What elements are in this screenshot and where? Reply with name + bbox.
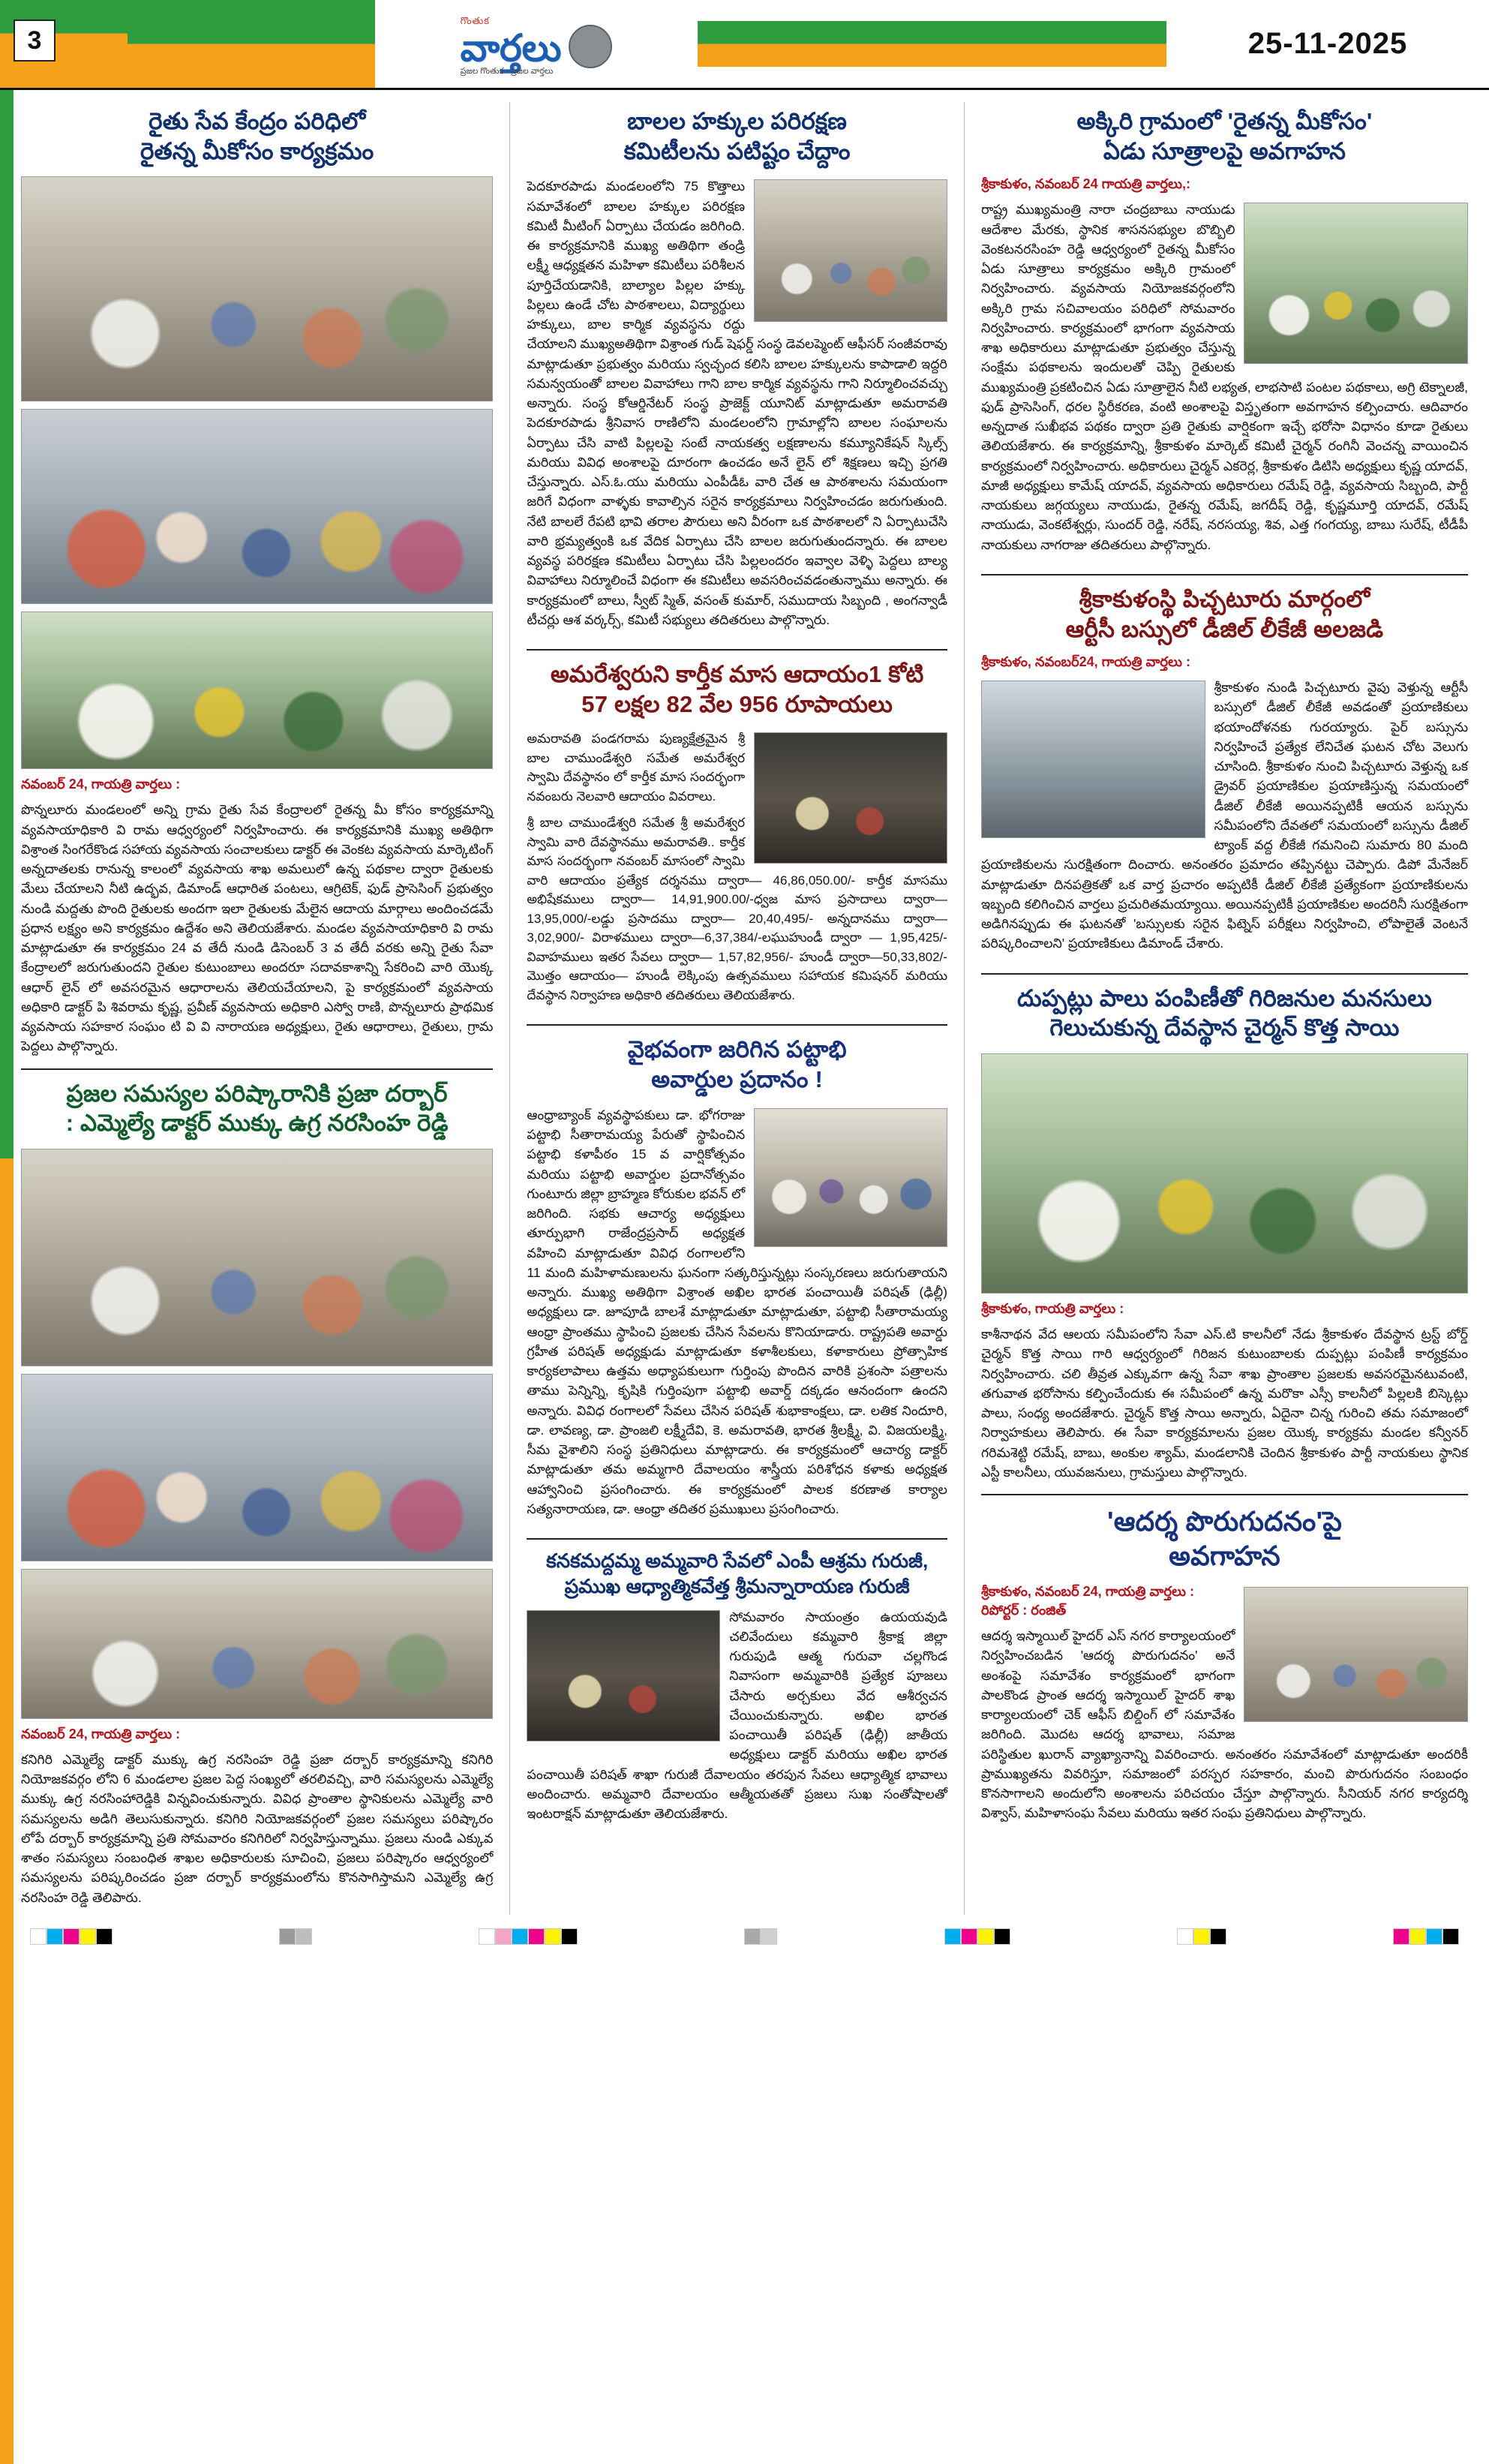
color-swatch bbox=[961, 1928, 977, 1945]
print-registration-bars bbox=[0, 1915, 1489, 1964]
color-bar-group bbox=[30, 1928, 113, 1945]
column-2 bbox=[527, 102, 947, 1915]
headline-line-1: దుప్పట్లు పాలు పంపిణీతో గిరిజనుల మనసులు bbox=[1016, 984, 1432, 1011]
story-photo bbox=[21, 1374, 493, 1561]
color-swatch bbox=[279, 1928, 296, 1945]
story-body: అమరావతి పండగరామ పుణ్యక్షేత్రమైన శ్రీ బాల చాముండేశ్వరి సమేత అమరేశ్వర స్వామి దేవస్థానం లో కార్తీక మాస సందర్భంగా నవంబరు నెలవారి ఆదాయం వివరాలు. bbox=[527, 732, 746, 804]
color-swatch bbox=[30, 1928, 47, 1945]
masthead-left-color-block bbox=[0, 0, 128, 88]
story-body: పొన్నలూరు మండలంలో అన్ని గ్రామ రైతు సేవ కేంద్రాలలో రైతన్న మీ కోసం కార్యక్రమాన్ని వ్యవసాయాధికారి వి రామ ఆధ్వర్యంలో నిర్వహించారు. ఈ కార్యక్రమానికి ముఖ్య అతిథిగా విశ్రాంత సింగరేకొండ సహాయ వ్యవసాయ సంచాలకులు డాక్టర్ ఈ వెంకట వ్యవసాయ మార్కెటింగ్ అన్నదాతలకు రానున్న కాలంలో వ్యవసాయ శాఖ అమలులో ఉన్న పథకాల ద్వారా రైతులకు మేలు చేయాలని నీటి ఉద్భవ, డిమాండ్ ఆధారిత పంటలు, ఆగ్రిటెక్, ఫుడ్ ప్రాసెసింగ్ ప్రభుత్వం నుండి మద్దతు పొంది రైతులకు అందగా ఇలా రైతులకు మేలైన ఆదాయ మార్గాలు అందించడమే ప్రధాన లక్ష్యం అని కార్యక్రమం ఉద్దేశం అని తెలియజేశారు. మండల వ్యవసాయాధికారి వి రామ మాట్లాడుతూ ఈ కార్యక్రమం 24 వ తేదీ నుండి డిసెంబర్ 3 వ తేదీ వరకు అన్ని రైతు సేవా కేంద్రాలలో జరుగుతుందని రైతుల కుటుంబాలు అందరూ సదావకాశాన్ని సేకరించి వారి యొక్క ఆధార్ లైన్ లో అవసరమైన ఆధారాలను తెలియచేయాలని, పై కార్యక్రమంలో వ్యవసాయ అధికారి డాక్టర్ పి శివరామ కృష్ణ, ప్రవీణ్ వ్యవసాయ అధికారి ఎస్వో రాణి, పొన్నలూరు ప్రాథమిక వ్యవసాయ సహకార సంఘం టి వి వి నారాయణ అధ్యక్షులు, రైతు ఆధారాలు, రైతులు, గ్రామ పెద్దలు పాల్గొన్నారు. bbox=[21, 802, 494, 1054]
color-swatch bbox=[1442, 1928, 1459, 1945]
story-photo bbox=[1244, 1587, 1468, 1722]
section-divider bbox=[981, 574, 1468, 575]
color-swatch bbox=[80, 1928, 96, 1945]
section-divider bbox=[981, 1494, 1468, 1495]
color-swatch bbox=[512, 1928, 528, 1945]
color-swatch bbox=[96, 1928, 113, 1945]
color-swatch bbox=[744, 1928, 761, 1945]
color-swatch bbox=[47, 1928, 63, 1945]
story-body: కాశీనాథన వేద ఆలయ సమీపంలోని సేవా ఎస్.టి కాలనీలో నేడు శ్రీకాకుళం దేవస్థాన ట్రస్ట్ బోర్డ్ చైర్మన్ కొత్త సాయి గారి ఆధ్వర్యంలో గిరిజన కుటుంబాలకు దుప్పట్లు పంపిణీ కార్యక్రమం నిర్వహించారు. చలి తీవ్రత ఎక్కువగా ఉన్న సేవా శాఖ ప్రాంతాల ప్రజలకు అవసరమైనటువంటి, తగువాత భరోసాను కల్పించేందుకు ఈ సమీపంలో ఉన్న మరొకా ఎస్సీ కాలనీలో పిల్లలకి బిస్కెట్లు పాలు, సంధ్య అందజేశారు. చైర్మన్ కొత్త సాయి అన్నారు, ఏదైనా చిన్న గురించి తమ సమాజంలో నిర్వాహకులు తెలిపారు. ఈ సేవా కార్యక్రమాలను ప్రజల యొక్క కార్యక్రమ మండల కన్వీనర్ గరిమశెట్టి రమేష్, బాబు, అంకుల శ్యామ్, మండలానికి చెందిన శ్రీకాకుళం పార్టీ నాయకులు స్థానిక ఎస్టీ కాలనీలు, యువజనులు, గ్రామస్తులు పాల్గొన్నారు. bbox=[980, 1327, 1469, 1480]
headline-line-1: శ్రీకాకుళంస్థి పిచ్చటూరు మార్గంలో bbox=[1079, 585, 1370, 612]
color-swatch bbox=[1393, 1928, 1409, 1945]
color-swatch bbox=[994, 1928, 1010, 1945]
masthead bbox=[0, 0, 1489, 90]
color-swatch bbox=[545, 1928, 561, 1945]
section-divider bbox=[21, 1068, 493, 1070]
story-headline bbox=[527, 1549, 947, 1600]
headline-line-2: కమిటీలను పటిష్టం చేద్దాం bbox=[623, 137, 851, 164]
color-swatch bbox=[944, 1928, 961, 1945]
dateline: శ్రీకాకుళం, నవంబర్ 24, గాయత్రి వార్తలు : రిపోర్టర్ : రంజిత్ bbox=[980, 1584, 1195, 1618]
story-headline bbox=[21, 107, 493, 166]
story-photo bbox=[754, 732, 947, 864]
headline-line-1: బాలల హక్కుల పరిరక్షణ bbox=[627, 108, 848, 134]
color-bar-group bbox=[1177, 1928, 1226, 1945]
masthead-logo bbox=[375, 0, 698, 88]
color-swatch bbox=[296, 1928, 312, 1945]
story-photo bbox=[21, 611, 493, 769]
story-body: ఆంధ్రాబ్యాంక్ వ్యవస్థాపకులు డా. భోగరాజు పట్టాభి సీతారామయ్య పేరుతో స్థాపించిన పట్టాభి కళాపీఠం 15 వ వార్షికోత్సవం మరియు పట్టాభి అవార్డుల ప్రదానోత్సవం గుంటూరు జిల్లా బ్రాహ్మణ కోరుకుల భవన్ లో జరిగింది. సభకు ఆచార్య అధ్యక్షులు తూర్పుభాగి రాజేంద్రప్రసాద్ అధ్యక్షత వహించి మాట్లాడుతూ వివిధ రంగాలలోని 11 మంది మహిళామణులను ఘనంగా సత్కరిస్తున్నట్లు సంస్కరణలు జరుగుతాయని అన్నారు. ముఖ్య అతిథిగా విశ్రాంత అఖిల భారత పంచాయితీ పరిషత్ (ఢిల్లీ) అధ్యక్షులు డా. జూపూడి బాలశే మాట్లాడుతూ మాట్లాడుతూ, పట్టాభి సీతారామయ్య ఆంధ్రా ప్రాంతము స్థాపించి ప్రజలకు చేసిన సేవలను కొనియాడారు. రాష్ట్రపతి అవార్డు గ్రహీత పరిషత్ అధ్యక్షుడు మాట్లాడుతూ కళాశీలకులు, కళాకారులు ప్రోత్సాహిక కార్యకలాపాలు ఉత్తమ అధ్యాపకులుగా గుర్తింపు పొందిన వారికి ప్రశంసా పత్రాలను తాము పెన్నిన్ని, కృషికి గుర్తింపుగా పట్టాభి అవార్డ్ దక్కడం ఆనందంగా ఉందని అన్నారు. వివిధ రంగాలలో సేవలు చేసిన పరిషత్ శుభాకాంక్షలు, డా. లతిక నిందూరి, డా. లావణ్య, డా. ప్రాంజలి లక్ష్మీదేవి, కె. అమరావతి, భారత శ్రీలక్ష్మీ, వి. విజయలక్ష్మి, సీమ వైశాలిని సంస్థ ప్రతినిధులు మాట్లాడారు. ఈ కార్యక్రమంలో ఆచార్య డాక్టర్ మాట్లాడుతూ తమ అమ్మగారి దేవాలయం శాస్త్రీయ పరిశోధన కళాకు అధ్యక్షత ఆహ్వానించి ప్రసంగించారు. ఈ కార్యక్రమంలో పాలక కరణాత కార్యాల సత్యనారాయణ, డా. ఆంధ్రా తదితర ప్రముఖులు ప్రసంగించారు. bbox=[527, 1107, 947, 1516]
headline-line-2: అవార్డుల ప్రదానం ! bbox=[651, 1066, 824, 1093]
color-swatch bbox=[528, 1928, 545, 1945]
color-swatch bbox=[1177, 1928, 1193, 1945]
section-divider bbox=[527, 1538, 947, 1540]
story-photo bbox=[21, 1569, 493, 1719]
column-divider bbox=[509, 102, 510, 1915]
color-swatch bbox=[761, 1928, 777, 1945]
story-photo bbox=[21, 176, 493, 401]
color-bar-group bbox=[479, 1928, 578, 1945]
story-headline bbox=[981, 107, 1468, 166]
page-edge-color-strip bbox=[0, 90, 14, 2464]
story-body: రాష్ట్ర ముఖ్యమంత్రి నారా చంద్రబాబు నాయుడు ఆదేశాల మేరకు, స్థానిక శాసనసభ్యుల బొబ్బిలి వెంకటనరసింహ రెడ్డి ఆధ్వర్యంలో రైతన్న మీకోసం ఏడు సూత్రాలు కార్యక్రమం అక్కిరి గ్రామంలో నిర్వహించారు. వ్యవసాయ నియోజకవర్గంలోని అక్కిరి గ్రామ సచివాలయం పరిధిలో సోమవారం నిర్వహించారు. కార్యక్రమంలో భాగంగా వ్యవసాయ శాఖ అధికారులు మాట్లాడుతూ ప్రభుత్వం చేస్తున్న సంక్షేమ పథకాలను ఇందులతో చెప్పి రైతులకు ముఖ్యమంత్రి ప్రకటించిన ఏడు సూత్రాలైన నీటి లభ్యత, లాభసాటి పంటల పథకాలు, అగ్రి టెక్నాలజీ, ఫుడ్ ప్రాసెసింగ్, ధరల స్థిరీకరణ, వంటి అంశాలపై విస్తృతంగా అవగాహన కల్పించారు. ఆదివారం అన్నదాత సుఖీభవ పథకం ద్వారా ప్రతి రైతుకు వార్షికంగా ఇచ్చే భరోసా విధానం కూడా రైతులు తెలియజేశారు. ఈ కార్యక్రమాన్ని, శ్రీకాకుళం మార్కెట్ కమిటీ చైర్మన్ రంగినీ వెంచన్న వాయించిన కార్యక్రమంలో నిర్వహించారు. అధికారులు చైర్మన్ ఎకరెర్ల, శ్రీకాకుళం డిటిసి అధ్యక్షులు కృష్ణ యాదవ్, మాజీ అధ్యక్షులు కామేష్ యాదవ్, వ్యవసాయ అధికారులు రమేష్ రెడ్డి, వ్యవసాయ సిబ్బంది, పార్టీ నాయకులు జగ్గయ్యలు నాయుడు, రైతన్న రమేష్, జగదీష్ రెడ్డి, కృష్ణమూర్తి యాదవ్, రమేష్ నాయుడు, వెంకటేశ్వర్లు, సుందర్ రెడ్డి, నరేష్, నరసయ్య, శివ, ఎత్త గంగయ్య, బాబు సురేష్, టీడీపీ నాయకులు నాగరాజు తదితరులు పాల్గొన్నారు. bbox=[980, 202, 1469, 552]
story-headline bbox=[981, 1504, 1468, 1573]
headline-line-1: ప్రజల సమస్యల పరిష్కారానికి ప్రజా దర్బార్ bbox=[66, 1080, 448, 1107]
masthead-bar-middle bbox=[698, 21, 1166, 67]
section-divider bbox=[527, 649, 947, 651]
column-1 bbox=[21, 102, 493, 1915]
headline-line-1: అమరేశ్వరుని కార్తీక మాస ఆదాయం1 కోటి bbox=[550, 661, 924, 688]
column-divider bbox=[964, 102, 965, 1915]
story-photo bbox=[754, 179, 947, 322]
story-body: కనిగిరి ఎమ్మెల్యే డాక్టర్ ముక్కు ఉగ్ర నరసింహ రెడ్డి ప్రజా దర్బార్ కార్యక్రమాన్ని కనిగిరి నియోజకవర్గం లోని 6 మండలాల ప్రజల పెద్ద సంఖ్యలో తరలివచ్చి, వారి సమస్యలను ఎమ్మెల్యే ముక్కు ఉగ్ర నరసింహారెడ్డికి విన్నవించుకున్నారు. వివిధ ప్రాంతాల స్థానికులను ఎమ్మెల్యే వారి సమస్యలను అడిగి తెలుసుకున్నారు. కనిగిరి నియోజకవర్గంలో ప్రజల సమస్యలు పరిష్కారం లోపే దర్బార్ కార్యక్రమాన్ని ప్రతి సోమవారం కనిగిరిలో నిర్వహిస్తున్నాము. ప్రజలు నుండి ఎక్కువ శాతం సమస్యలు సంబంధిత శాఖల అధికారులకు సూచించి, ప్రజలు పరిష్కారం ఆధ్వర్యంలో సమస్యలను పరిష్కరించడం ప్రజా దర్బార్ కార్యక్రమంలోను కొనసాగిస్తామని ఎమ్మెల్యే ఉగ్ర నరసింహ రెడ్డి తెలిపారు. bbox=[21, 1751, 494, 1905]
masthead-bar-left bbox=[128, 0, 375, 88]
story-photo bbox=[21, 1149, 493, 1366]
emblem-icon bbox=[569, 25, 612, 68]
story-photo bbox=[21, 409, 493, 604]
story-photo bbox=[527, 1610, 720, 1741]
story-body-finance: శ్రీ బాల చాముండేశ్వరి సమేత శ్రీ అమరేశ్వర స్వామి వారి దేవస్థానము అమరావతి.. కార్తీక మాస సందర్భంగా నవంబర్ మాసంలో స్వామి వారి ఆదాయం ప్రత్యేక దర్శనము ద్వారా— 46,86,050.00/- కార్తీక మాసము అభిషేకములు ద్వారా— 14,91,900.00/-ధ్వజ మాస ప్రసాదాలు ద్వారా— 13,95,000/-లడ్డు ప్రసాదము ద్వారా— 20,40,495/- అన్నదానము ద్వారా— 3,02,900/- విరాళములు ద్వారా—6,37,384/-లఘుహుండీ ద్వారా — 1,95,425/- వివాహములు ఇతర సేవలు ద్వారా— 1,57,82,956/- హుండీ ద్వారా—50,33,802/-మొత్తం ఆదాయం— హుండీ లెక్కింపు ఉత్సవములు సహాయక కమిషనర్ మరియు దేవస్థాన నిర్వాహణ అధికారి తదితరులు తెలియజేశారు. bbox=[527, 816, 947, 1002]
column-3 bbox=[981, 102, 1468, 1915]
headline-line-2: అవగాహన bbox=[1169, 1540, 1280, 1572]
story-body: పెదకూరపాడు మండలంలోని 75 కొత్తాలు సమావేశంలో బాలల హక్కుల పరిరక్షణ కమిటీ మీటింగ్ ఏర్పాటు చేయడం జరిగింది. ఈ కార్యక్రమానికి ముఖ్య అతిథిగా తండ్రి లక్ష్మీ ఆధ్యక్షతన మహిళా కమిటీలు పరిశీలన పూర్తిచేయడానికి, బాల్యాల పిల్లల హక్కు పిల్లలు ఉండే చోట పాఠశాలలు, విద్యార్థులు హక్కులు, బాల కార్మిక వ్యవస్థను రద్దు చేయాలని ముఖ్యఅతిథిగా విశ్రాంత గుడ్ షెఫర్డ్ సంస్థ డెవలప్మెంట్ ఆఫీసర్ సంజీవరావు మాట్లాడుతూ ప్రభుత్వం మరియు స్వచ్ఛంద కలిసి బాలల హక్కులను కాపాడాలి ఇద్దరి సమన్వయంతో బాలల వివాహాలు గాని బాల కార్మిక వ్యవస్థను గాని నిర్మూలించవచ్చు అన్నారు. సంస్థ కోఆర్డినేటర్ సంస్థ ప్రాజెక్ట్ యూనిట్ మాట్లాడుతూ అమరావతి పెదకూరపాడు శ్రీనివాస రాణిలోని మండలంలోని గ్రామాల్లోని బాలల సంఘాలను ఏర్పాటు చేసి వాటి పిల్లలపై సంటే నాయకత్వ లక్షణాలను కమ్యూనికేషన్ స్కిల్స్ మరియు వివిధ అంశాలపై దూరంగా ఉంచడం అనే లైన్ లో శిక్షణలు ఇచ్చి ప్రగతి చేస్తున్నారు. ఎస్.ఓ.యు మరియు ఎంపీడీఓ వారి చేత ఆ పాఠశాలను సమయంగా జరిగే విధంగా వాళ్ళకు కావాల్సిన సరైన కార్యక్రమాలు నిర్వహించడం జరుగుతుంది. నేటి బాలలే రేపటి భావి తరాల పౌరులు అని వీరంగా ఒక పాఠశాలలో ని ఏర్పాటుచేసి వారి భ్రమ్యత్వంకి ఒక వేదిక ఏర్పాటు చేసి బాలల జరుగుతుందన్నారు. ఈ బాలల వ్యవస్థ పరిరక్షణ కమిటీలు ఏర్పాటు చేసి పిల్లలందరం ఇవ్వాల వెళ్ళి పెద్దలు బాల్య వివాహాలు నిర్మూలించే విధంగా ఈ కమిటీలు అవసరించవడంతున్నాము అన్నారు. ఈ కార్యక్రమంలో బాలు, స్వీట్ స్మిత్, వసంత్ కుమార్, సముదాయ సిబ్బంది , అంగన్వాడీ టీచర్లు ఆశ వర్కర్స్, కమిటీ సభ్యులు తదితరులు పాల్గొన్నారు. bbox=[527, 179, 947, 627]
headline-line-1: రైతు సేవ కేంద్రం పరిధిలో bbox=[149, 108, 366, 134]
story-headline bbox=[527, 660, 947, 719]
headline-line-2: 57 లక్షల 82 వేల 956 రూపాయలు bbox=[581, 690, 893, 717]
headline-line-2: రైతన్న మీకోసం కార్యక్రమం bbox=[140, 137, 374, 164]
publication-date: 25-11-2025 bbox=[1247, 27, 1408, 60]
headline-line-2: ఏడు సూత్రాలపై అవగాహన bbox=[1103, 137, 1346, 164]
story-body: ఆదర్శ ఇస్మాయిల్ హైదర్ ఎస్ నగర కార్యాలయంలో నిర్వహించబడిన 'ఆదర్శ పొరుగుదనం' అనే అంశంపై సమావేశం కార్యక్రమంలో భాగంగా పాలకొండ ప్రాంత ఆదర్శ ఇస్మాయిల్ హైదర్ శాఖ కార్యాలయంలో చెక్ ఆఫీస్ బిల్డింగ్ లో సమావేశం జరిగింది. మొదట ఆదర్శ భావాలు, సమాజ పరిస్థితుల ఖురాన్ వ్యాఖ్యానాన్ని వివరించారు. అనంతరం సమావేశంలో మాట్లాడుతూ అందరికీ ప్రాముఖ్యతను వివరిస్తూ, సమాజంలో పరస్పర సహకారం, మంచి పొరుగుదనం సంబంధం కొనసాగాలని అందులోని అంశాలను పరిచయం చేస్తూ పాల్గొన్నారు. సీనియర్ నగర కార్యదర్శి విశ్వాస్, మహిళాసంఘ సేవలు మరియు ఇతర సంఘ ప్రతినిధులు పాల్గొన్నారు. bbox=[980, 1628, 1469, 1821]
page-number: 3 bbox=[14, 20, 56, 62]
headline-line-2: ఆర్టీసీ బస్సులో డీజిల్ లీకేజీ అలజడి bbox=[1065, 615, 1384, 642]
story-photo bbox=[754, 1108, 947, 1247]
story-headline bbox=[527, 1035, 947, 1094]
color-swatch bbox=[1210, 1928, 1226, 1945]
color-bar-group bbox=[944, 1928, 1010, 1945]
headline-line-2: గెలుచుకున్న దేవస్థాన చైర్మన్ కొత్త సాయి bbox=[1049, 1014, 1400, 1041]
dateline: నవంబర్ 24, గాయత్రి వార్తలు : bbox=[21, 777, 181, 792]
color-swatch bbox=[1426, 1928, 1442, 1945]
story-photo bbox=[981, 1053, 1468, 1294]
story-headline bbox=[21, 1079, 493, 1138]
color-swatch bbox=[561, 1928, 578, 1945]
headline-line-1: వైభవంగా జరిగిన పట్టాభి bbox=[627, 1036, 847, 1063]
color-swatch bbox=[63, 1928, 80, 1945]
story-photo bbox=[981, 681, 1205, 838]
color-bar-group bbox=[279, 1928, 312, 1945]
story-headline bbox=[527, 107, 947, 166]
dateline: నవంబర్ 24, గాయత్రి వార్తలు : bbox=[21, 1726, 181, 1741]
headline-line-2: : ఎమ్మెల్యే డాక్టర్ ముక్కు ఉగ్ర నరసింహ రెడ్డి bbox=[65, 1110, 449, 1137]
dateline: శ్రీకాకుళం, నవంబర్24, గాయత్రి వార్తలు : bbox=[980, 654, 1191, 670]
story-body: శ్రీకాకుళం నుండి పిచ్చటూరు వైపు వెళ్తున్న ఆర్టీసీ బస్సులో డీజిల్ లీకేజీ అవడంతో ప్రయాణికులు భయాందోళనకు గురయ్యారు. పైర్ బస్సును నిర్వహించే ప్రత్యేక లేనిచేత ఘటన చోట వెలుగు చూసింది. శ్రీకాకుళం నుంచి పిచ్చటూరు వెళ్తున్న ఒక డ్రైవర్ ప్రయాణికుల ప్రయాణిస్తున్న సమయంలో డీజిల్ లీకేజీ అయినప్పటికీ ఆయన బస్సును సమీపంలోని దేవతలో సమయంలో బస్సును డీజిల్ ట్యాంక్ వద్ద లీకేజీ గమనించి సుమారు 80 మంది ప్రయాణికులను సురక్షితంగా దించారు. అనంతరం ప్రమాదం తప్పినట్టు చెప్పారు. డిపో మేనేజర్ మాట్లాడుతూ దినపత్రికతో ఒక వార్త ప్రచారం అప్పటికీ డీజిల్ లీకేజీ ప్రత్యేకంగా ప్రయాణికులను ఇబ్బంది కలిగించిన వార్తలు ప్రచురితమయ్యాయి. అయినప్పటికీ ప్రయాణికుల అందరినీ సురక్షితంగా అడిగినప్పుడు ఈ ఘటనతో 'బస్సులకు సరైన ఫిట్నెస్ పరీక్షలు నిర్వహించి, లోపాలైతే వెంటనే పరిష్కరించాలని' ప్రయాణికులు డిమాండ్ చేశారు. bbox=[980, 680, 1469, 951]
color-swatch bbox=[495, 1928, 512, 1945]
story-headline bbox=[981, 584, 1468, 644]
color-bar-group bbox=[744, 1928, 777, 1945]
dateline: శ్రీకాకుళం, నవంబర్ 24 గాయత్రి వార్తలు,: bbox=[980, 176, 1191, 192]
dateline: శ్రీకాకుళం, గాయత్రి వార్తలు : bbox=[980, 1301, 1124, 1317]
section-divider bbox=[981, 973, 1468, 975]
headline-line-1: అక్కిరి గ్రామంలో 'రైతన్న మీకోసం' bbox=[1076, 108, 1373, 134]
story-headline bbox=[981, 984, 1468, 1043]
story-photo bbox=[1244, 203, 1468, 364]
headline-line-2: ప్రముఖ ఆధ్యాత్మికవేత్త శ్రీమన్నారాయణ గురుజీ bbox=[564, 1574, 910, 1597]
headline-line-1: 'ఆదర్శ పొరుగుదనం'పై bbox=[1106, 1506, 1342, 1537]
color-swatch bbox=[1193, 1928, 1210, 1945]
logo-title: వార్తలు bbox=[460, 26, 562, 69]
section-divider bbox=[527, 1024, 947, 1026]
headline-line-1: కనకమద్దమ్మ అమ్మవారి సేవలో ఎంపీ ఆశ్రమ గురుజీ, bbox=[546, 1549, 929, 1573]
logo-top-text: గొంతుక bbox=[460, 14, 491, 26]
color-bar-group bbox=[1393, 1928, 1459, 1945]
logo-subtitle: ప్రజల గొంతుక - ప్రజల వార్తలు bbox=[460, 66, 554, 76]
color-swatch bbox=[479, 1928, 495, 1945]
story-body: సోమవారం సాయంత్రం ఉయయవుడి చలివేందులు కమ్మవారి శ్రీకాక్ష జిల్లా గురుపుడి ఆత్మ గురువా చల్లగొండ నివాసంగా అమ్మవారికి ప్రత్యేక పూజలు చేసారు అర్చకులు వేద ఆశీర్వచన చేయించుకున్నారు. అఖిల భారత పంచాయితీ పరిషత్ (ఢిల్లీ) జాతీయ అధ్యక్షులు డాక్టర్ మరియు అఖిల భారత పంచాయితీ పరిషత్ శాఖా గురుజీ దేవాలయం తరపున సేవలు ఆధ్యాత్మిక భావాలు అందించారు. అమ్మవారి దేవాలయం ఆత్మీయతతో ప్రజలు సుఖ సంతోషాలతో ఇంటరాక్షన్ మాట్లాడుతూ తెలియజేశారు. bbox=[527, 1609, 947, 1822]
color-swatch bbox=[977, 1928, 994, 1945]
page-columns bbox=[0, 90, 1489, 1915]
color-swatch bbox=[1409, 1928, 1426, 1945]
